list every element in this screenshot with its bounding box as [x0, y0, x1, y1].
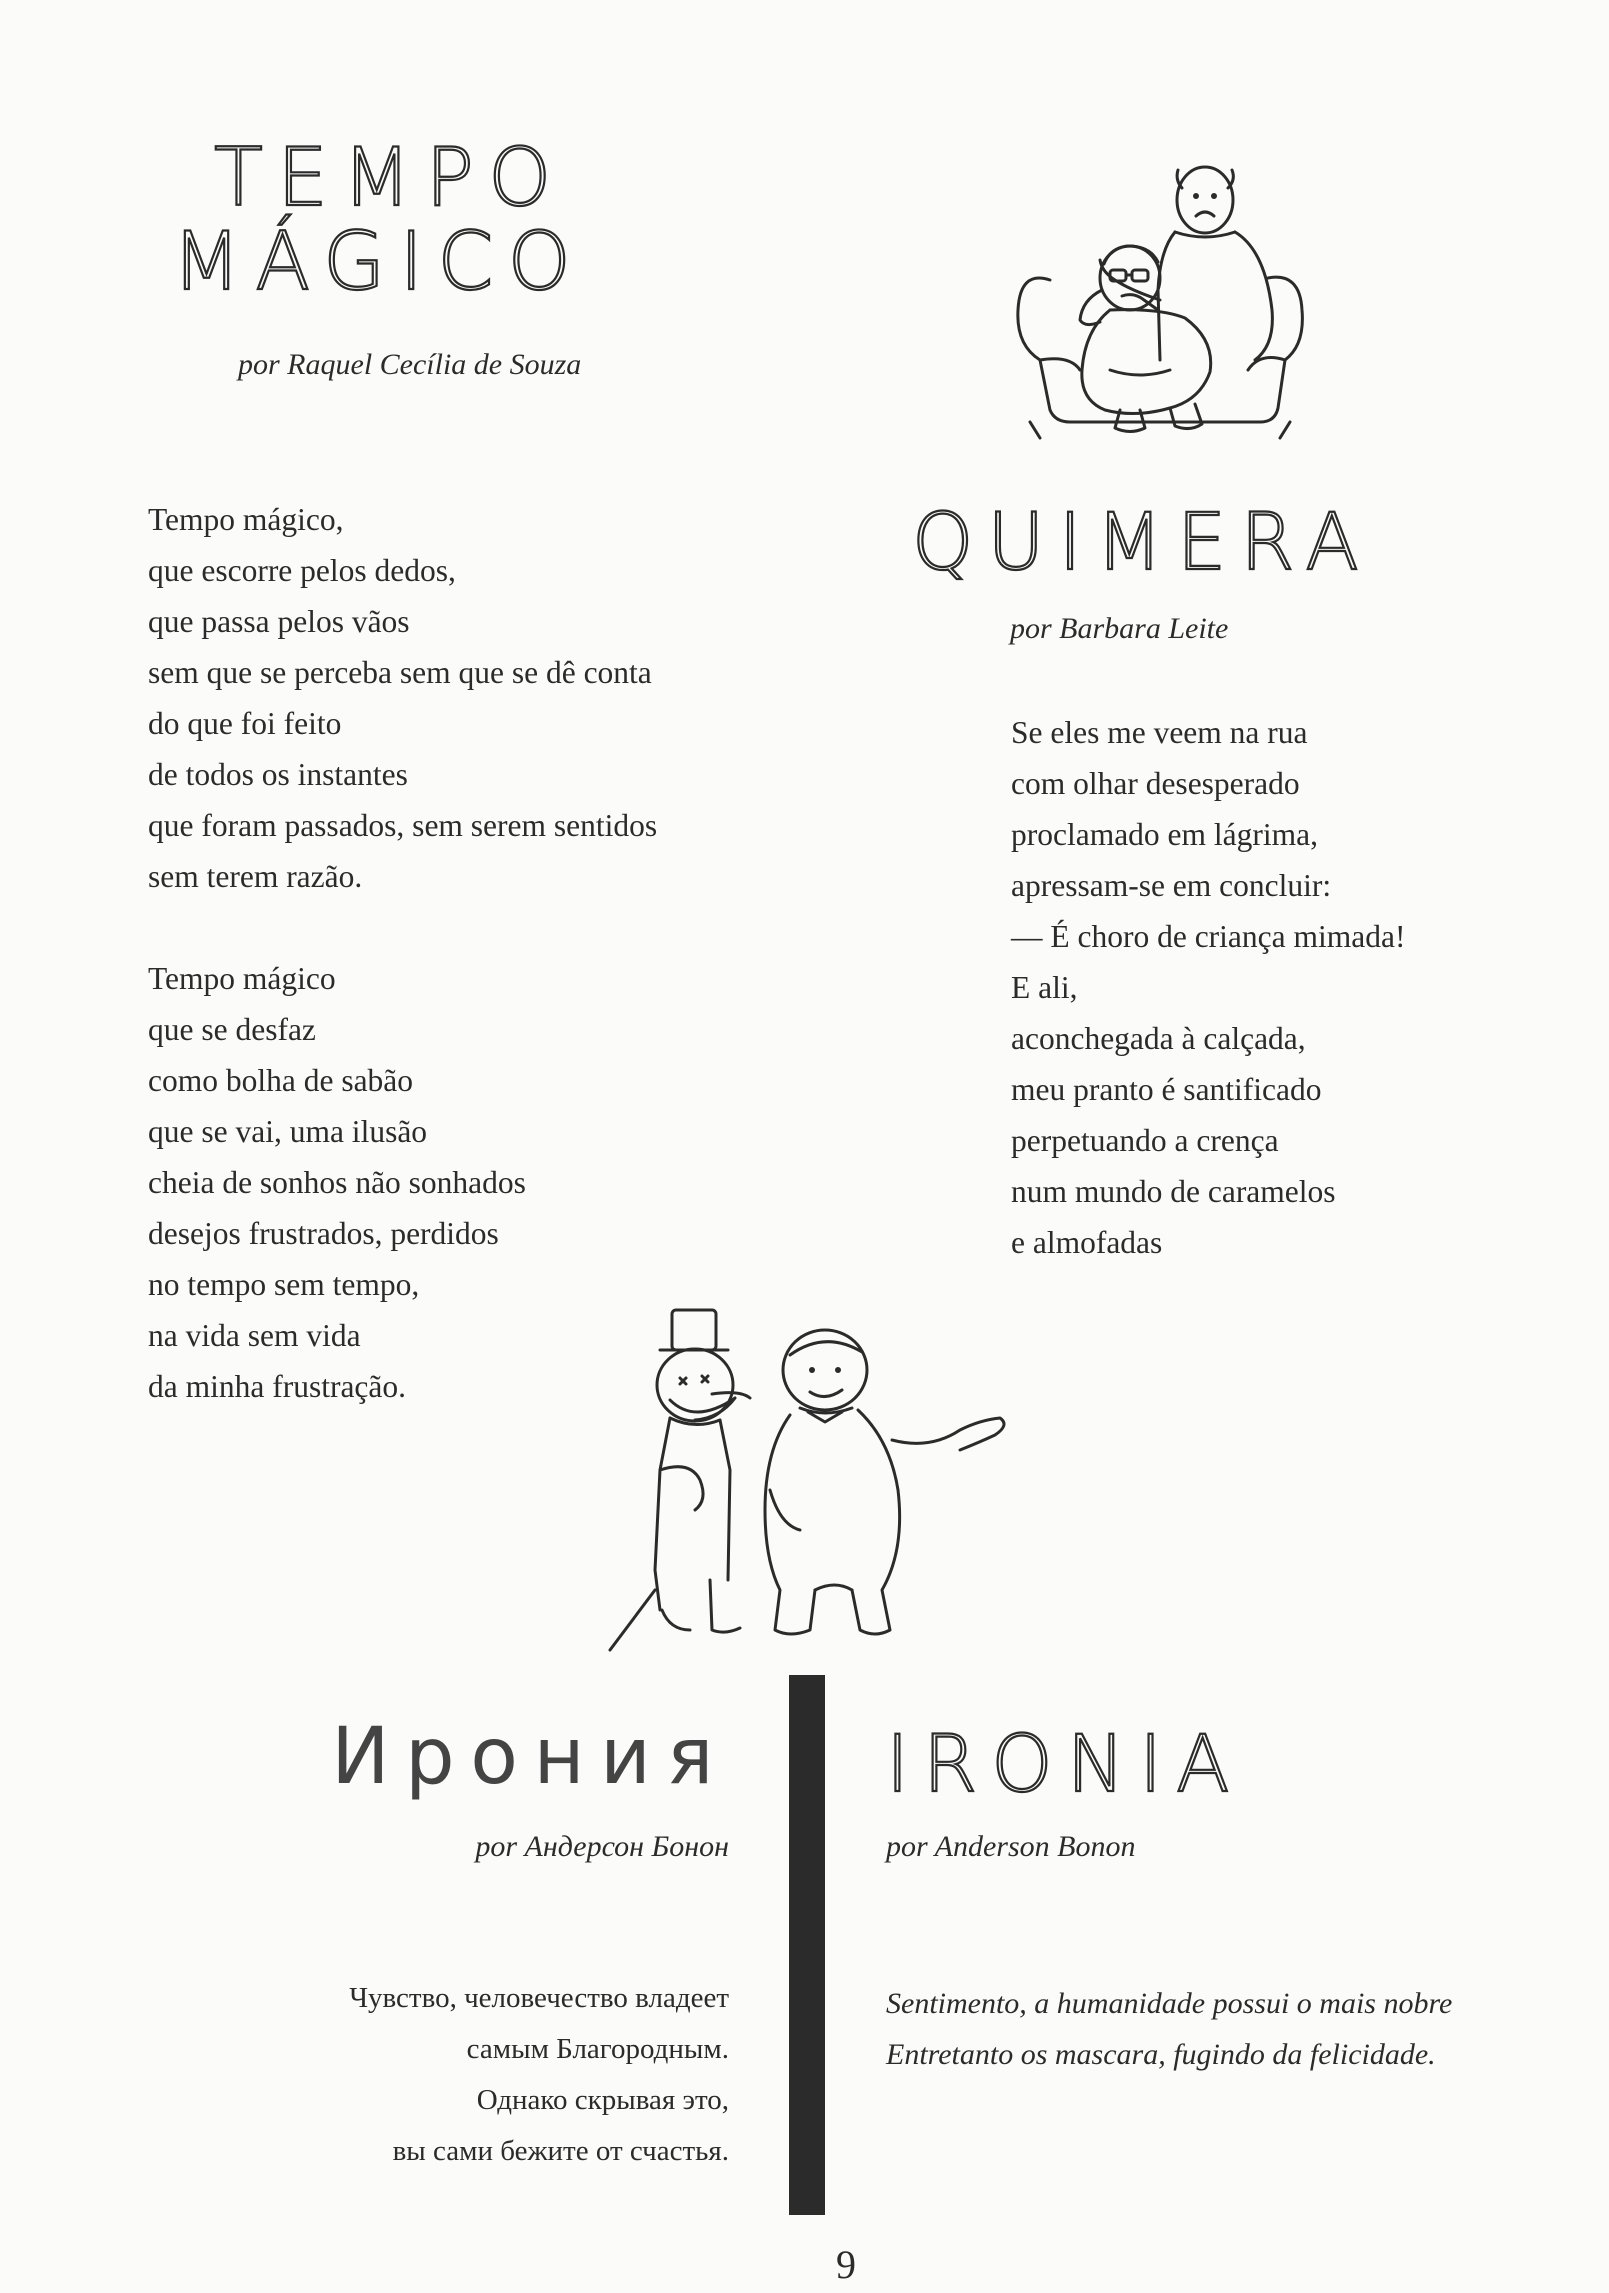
tempo-magico-byline: por Raquel Cecília de Souza — [238, 348, 582, 381]
quimera-title: QUIMERA — [912, 498, 1373, 588]
poem-line: cheia de sonhos não sonhados — [148, 1165, 526, 1200]
poem-line: com olhar desesperado — [1011, 766, 1300, 801]
poem-line: que se desfaz — [148, 1012, 316, 1047]
ironia-pt-title: IRONIA — [886, 1720, 1244, 1810]
ironia-ru-byline: por Андерсон Бонон — [475, 1830, 729, 1863]
poem-line: E ali, — [1011, 970, 1078, 1005]
stanza-1 — [148, 494, 748, 902]
poem-line: Однако скрывая это, — [476, 2084, 729, 2116]
tempo-magico-title-line1: TEMPO — [214, 131, 566, 224]
poem-line: num mundo de caramelos — [1011, 1174, 1336, 1209]
poem-line: como bolha de sabão — [148, 1063, 414, 1098]
page-number: 9 — [836, 2242, 856, 2287]
ironia-ru-title — [331, 1712, 729, 1802]
poem-line: na vida sem vida — [148, 1318, 361, 1353]
quimera-byline: por Barbara Leite — [1010, 612, 1229, 645]
poem-line: e almofadas — [1011, 1225, 1163, 1260]
poem-line: apressam-se em concluir: — [1011, 868, 1332, 903]
poem-line: Чувство, человечество владеет — [349, 1982, 729, 2014]
poem-line: Entretanto os mascara, fugindo da felicidade. — [886, 2038, 1436, 2071]
poem-line: самым Благородным. — [466, 2033, 729, 2065]
poem-line: que se vai, uma ilusão — [148, 1114, 428, 1149]
poem-line: do que foi feito — [148, 706, 342, 741]
poem-line: Tempo mágico, — [148, 502, 344, 537]
poem-line: da minha frustração. — [148, 1369, 407, 1404]
poem-line: desejos frustrados, perdidos — [148, 1216, 499, 1251]
quimera-text — [1011, 707, 1571, 1268]
armchair-cartoon-icon — [1010, 160, 1310, 450]
poem-line: sem que se perceba sem que se dê conta — [148, 655, 652, 690]
poem-line: que passa pelos vãos — [148, 604, 410, 639]
poem-line: perpetuando a crença — [1011, 1123, 1279, 1158]
poem-line: meu pranto é santificado — [1011, 1072, 1322, 1107]
poem-line: aconchegada à calçada, — [1011, 1021, 1306, 1056]
poem-line: Tempo mágico — [148, 961, 336, 996]
tempo-magico-title-line2: MÁGICO — [172, 215, 586, 308]
ironia-ru-title-text: Ирония — [331, 1712, 729, 1802]
poem-line: — É choro de criança mimada! — [1011, 919, 1406, 954]
poem-line: Sentimento, a humanidade possui o mais nobre — [886, 1987, 1453, 2020]
tempo-magico-text — [148, 494, 748, 1412]
ironia-ru-text — [209, 1973, 729, 2177]
poem-line: que foram passados, sem serem sentidos — [148, 808, 658, 843]
poem-line: no tempo sem tempo, — [148, 1267, 420, 1302]
ironia-pt-text — [886, 1978, 1546, 2080]
poem-line: que escorre pelos dedos, — [148, 553, 456, 588]
center-divider-bar — [789, 1675, 825, 2215]
poem-line: Se eles me veem na rua — [1011, 715, 1308, 750]
poem-line: вы сами бежите от счастья. — [392, 2135, 729, 2167]
poem-line: sem terem razão. — [148, 859, 363, 894]
ironia-pt-byline: por Anderson Bonon — [886, 1830, 1136, 1863]
poem-line: proclamado em lágrima, — [1011, 817, 1319, 852]
poem-line: de todos os instantes — [148, 757, 408, 792]
two-men-cartoon-icon — [600, 1290, 1050, 1670]
